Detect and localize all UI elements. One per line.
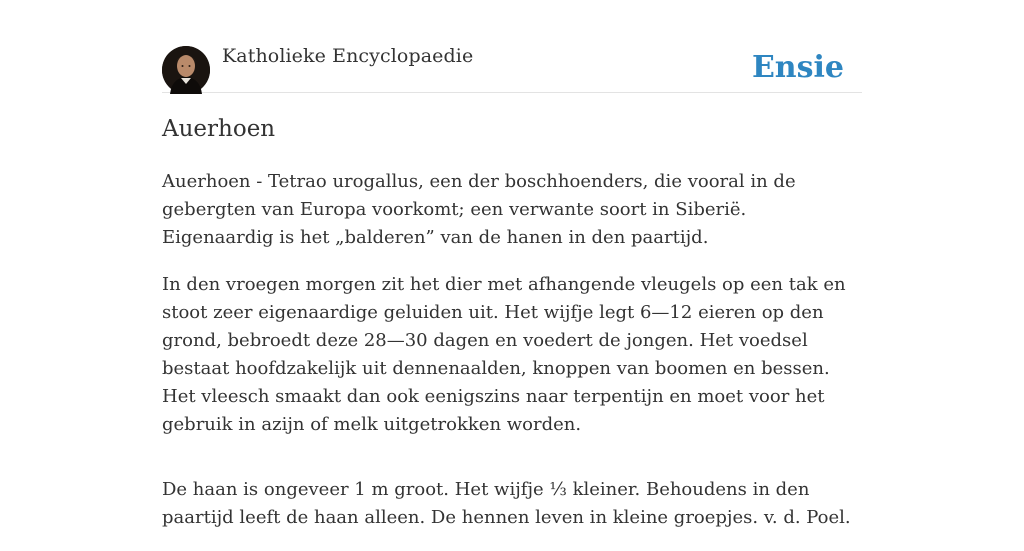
portrait-avatar-icon[interactable]: [162, 46, 210, 94]
page-container: [162, 0, 862, 528]
article-paragraph: Auerhoen - Tetrao urogallus, een der boschhoenders, die vooral in de gebergten van Europa voorkomt; een verwante soort in Siberië. Eigenaardig is het „balderen” van de hanen in den paartijd.: [162, 171, 796, 248]
article-paragraph: In den vroegen morgen zit het dier met afhangende vleugels op een tak en stoot zeer eigenaardige geluiden uit. Het wijfje legt 6—12 eieren op den grond, bebroedt deze 28—30 dagen en voedert de jongen. Het voedsel bestaat hoofdzakelijk uit dennenaalden, knoppen van boomen en bessen. Het vleesch smaakt dan ook eenigszins naar terpentijn en moet voor het gebruik in azijn of melk uitgetrokken worden.: [162, 274, 846, 435]
site-name[interactable]: Katholieke Encyclopaedie: [222, 45, 474, 67]
brand-logo[interactable]: Ensie: [751, 50, 844, 85]
site-header: [162, 0, 862, 93]
article-paragraph: De haan is ongeveer 1 m groot. Het wijfje ⅓ kleiner. Behoudens in den paartijd leeft de haan alleen. De hennen leven in kleine groepjes. v. d. Poel.: [162, 479, 851, 528]
article-body: [162, 168, 862, 551]
article-title: Auerhoen: [162, 116, 276, 142]
